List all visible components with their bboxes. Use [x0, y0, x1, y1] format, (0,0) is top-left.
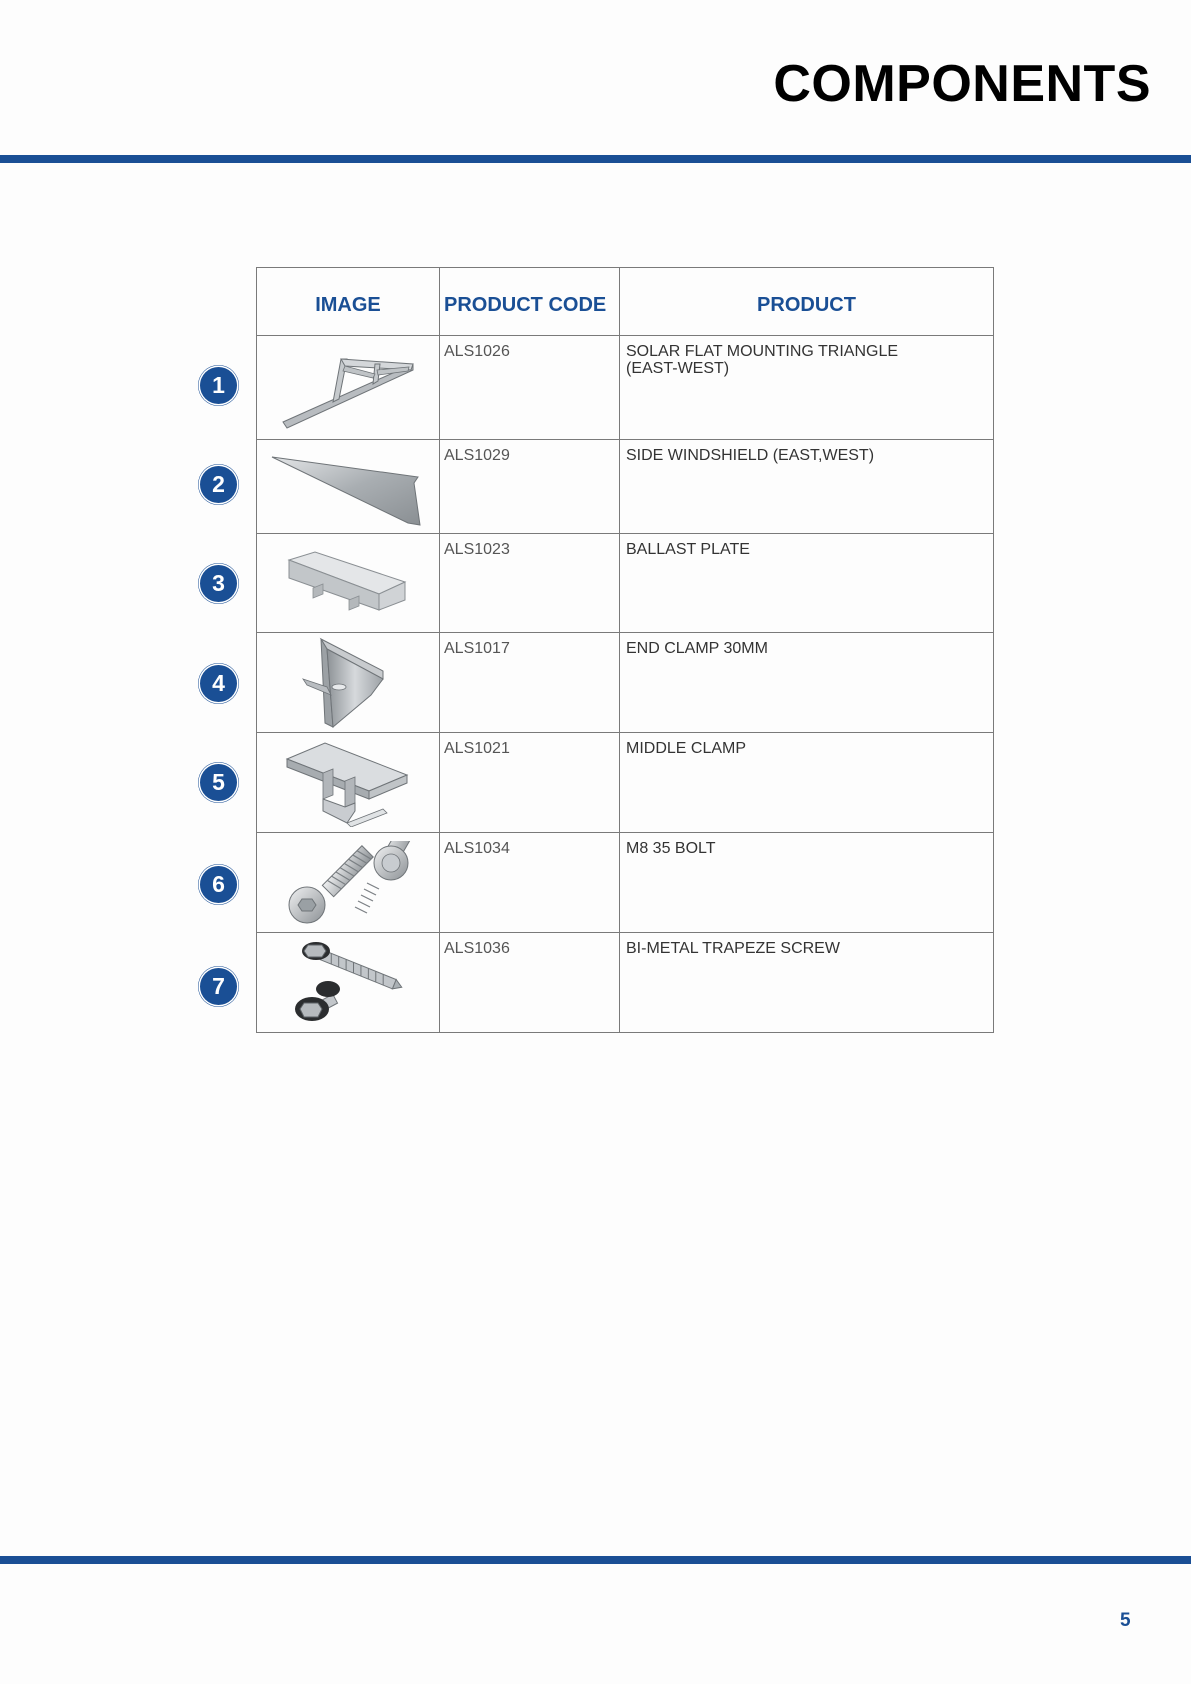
product-image-cell [257, 733, 440, 833]
header-image: IMAGE [257, 268, 440, 336]
product-name-line: BALLAST PLATE [626, 541, 750, 558]
header-divider [0, 155, 1191, 163]
product-image-cell [257, 534, 440, 633]
product-name [620, 733, 994, 833]
triangle-frame-icon [273, 344, 423, 432]
page-number: 5 [1120, 1610, 1131, 1631]
table-row [257, 833, 994, 933]
header-product: PRODUCT [620, 268, 994, 336]
footer-divider [0, 1556, 1191, 1564]
screw-icon [288, 937, 408, 1029]
product-code: ALS1029 [440, 440, 620, 534]
product-image-cell [257, 933, 440, 1033]
table-row [257, 336, 994, 440]
components-table [256, 267, 994, 1033]
header-product-code: PRODUCT CODE [440, 268, 620, 336]
bolt-icon [283, 841, 413, 925]
product-image-cell [257, 440, 440, 534]
row-number-badge: 4 [200, 665, 237, 702]
product-code: ALS1036 [440, 933, 620, 1033]
product-name [620, 440, 994, 534]
product-name [620, 633, 994, 733]
product-code: ALS1034 [440, 833, 620, 933]
product-name [620, 933, 994, 1033]
product-name-line: SIDE WINDSHIELD (EAST,WEST) [626, 447, 875, 464]
product-name [620, 336, 994, 440]
product-name [620, 534, 994, 633]
product-image-cell [257, 833, 440, 933]
table-header-row [257, 268, 994, 336]
product-code: ALS1026 [440, 336, 620, 440]
product-name-line: (EAST-WEST) [626, 360, 730, 377]
row-number-badge: 1 [200, 367, 237, 404]
product-code: ALS1021 [440, 733, 620, 833]
ballast-plate-icon [283, 542, 413, 624]
table-row [257, 534, 994, 633]
product-code: ALS1017 [440, 633, 620, 733]
product-name [620, 833, 994, 933]
row-number-badge: 5 [200, 764, 237, 801]
table-row [257, 733, 994, 833]
product-image-cell [257, 633, 440, 733]
table-row [257, 440, 994, 534]
table-row [257, 933, 994, 1033]
row-number-badge: 2 [200, 466, 237, 503]
row-number-badge: 6 [200, 866, 237, 903]
windshield-plate-icon [268, 447, 428, 527]
product-name-line: MIDDLE CLAMP [626, 740, 747, 757]
product-name-line: M8 35 BOLT [626, 840, 716, 857]
page-title: COMPONENTS [773, 55, 1151, 113]
row-number-badge: 7 [200, 968, 237, 1005]
row-number-badge: 3 [200, 565, 237, 602]
product-image-cell [257, 336, 440, 440]
product-name-line: END CLAMP 30MM [626, 640, 768, 657]
table-row [257, 633, 994, 733]
product-name-line: BI-METAL TRAPEZE SCREW [626, 940, 840, 957]
product-name-line: SOLAR FLAT MOUNTING TRIANGLE [626, 343, 899, 360]
end-clamp-icon [293, 635, 403, 731]
middle-clamp-icon [283, 739, 413, 827]
product-code: ALS1023 [440, 534, 620, 633]
